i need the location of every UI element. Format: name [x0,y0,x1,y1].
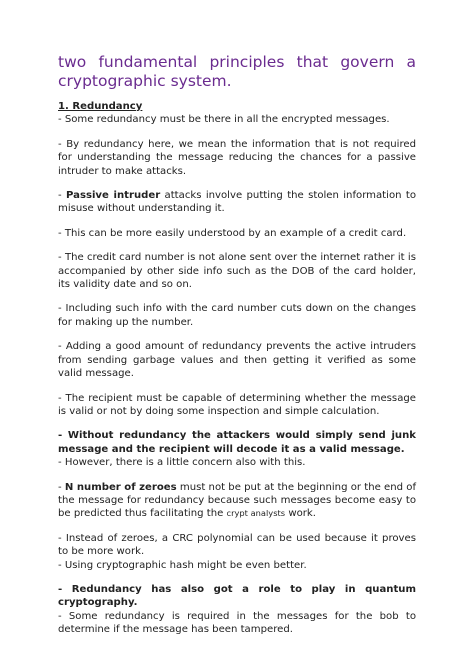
paragraph-11-line1: - Instead of zeroes, a CRC polynomial can be used because it proves to be more work. [58,532,416,558]
paragraph-10-bold: N number of zeroes [64,481,177,493]
paragraph-9-bold: - Without redundancy the attackers would simply send junk message and the recipient will decode it as a valid message. [58,430,416,455]
paragraph-10-prefix: - [58,481,65,493]
document-content [58,53,416,648]
paragraph-1: - Some redundancy must be there in all the encrypted messages. [58,114,390,126]
paragraph-2: - By redundancy here, we mean the information that is not required for understanding the message reducing the chances for a passive intruder to make attacks. [58,138,416,177]
paragraph-3 [58,189,416,216]
paragraph-10-small: crypt analysts [226,508,286,519]
paragraph-10 [58,481,416,521]
document-title: two fundamental principles that govern a cryptographic system. [58,53,416,90]
paragraph-3-rest: attacks involve putting the stolen information to misuse without understanding it. [58,190,416,215]
paragraph-8: - The recipient must be capable of determining whether the message is valid or not by doing some inspection and simple calculation. [58,392,416,417]
paragraph-10-end: work. [285,508,316,520]
paragraph-4: - This can be more easily understood by an example of a credit card. [58,227,407,239]
paragraph-12-bold: - Redundancy has also got a role to play in quantum cryptography. [58,583,416,609]
paragraph-6: - Including such info with the card number cuts down on the changes for making up the number. [58,303,416,328]
paragraph-11-line2: - Using cryptographic hash might be even better. [58,559,307,571]
paragraph-9-line2: - However, there is a little concern also with this. [58,457,306,469]
paragraph-7: - Adding a good amount of redundancy prevents the active intruders from sending garbage values and then getting it verified as some valid message. [58,341,416,380]
paragraph-5: - The credit card number is not alone sent over the internet rather it is accompanied by other side info such as the DOB of the card holder, its validity date and so on. [58,252,416,291]
section-heading: 1. Redundancy [58,101,143,112]
paragraph-10-rest: must not be put at the beginning or the end of the message for redundancy because such messages become easy to be predicted thus facilitating the [58,481,416,520]
paragraph-3-bold: Passive intruder [66,190,161,202]
paragraph-3-prefix: - [58,190,66,202]
paragraph-12-line2: - Some redundancy is required in the messages for the bob to determine if the message has been tampered. [58,610,416,636]
